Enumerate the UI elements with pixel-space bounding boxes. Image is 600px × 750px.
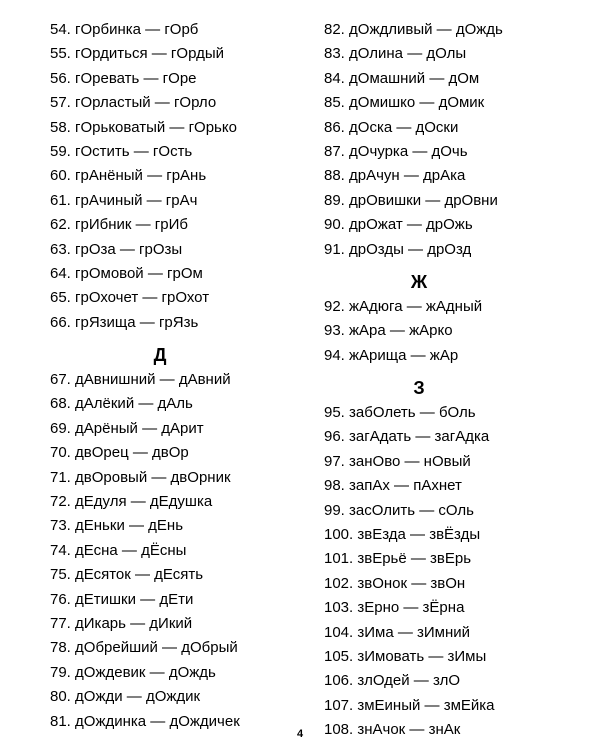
word-pair-entry: 91. дрОзды — дрОзд <box>324 240 472 258</box>
word-pair-entry: 80. дОжди — дОждик <box>50 688 201 706</box>
word-pair-entry: 65. грОхочет — грОхот <box>50 289 210 307</box>
right-column <box>324 18 590 743</box>
word-pair-entry: 92. жАдюга — жАдный <box>324 297 483 315</box>
word-pair-entry: 73. дЕньки — дЕнь <box>50 517 184 535</box>
word-pair-entry: 76. дЕтишки — дЕти <box>50 590 194 608</box>
word-pair-entry: 103. зЕрно — зЁрна <box>324 599 465 617</box>
word-pair-entry: 106. злОдей — злО <box>324 672 461 690</box>
word-pair-entry: 62. грИбник — грИб <box>50 216 188 234</box>
word-pair-entry: 98. запАх — пАхнет <box>324 477 462 495</box>
word-pair-entry: 96. загАдать — загАдка <box>324 428 490 446</box>
word-pair-entry: 87. дОчурка — дОчь <box>324 142 468 160</box>
section-letter: Д <box>153 345 167 366</box>
word-pair-entry: 99. засОлить — сОль <box>324 501 474 519</box>
word-pair-entry: 63. грОза — грОзы <box>50 240 183 258</box>
word-pair-entry: 85. дОмишко — дОмик <box>324 94 485 112</box>
word-pair-entry: 81. дОждинка — дОждичек <box>50 712 240 730</box>
word-pair-entry: 107. змЕиный — змЕйка <box>324 696 495 714</box>
word-pair-entry: 60. грАнёный — грАнь <box>50 167 207 185</box>
word-pair-entry: 56. гОревать — гОре <box>50 69 197 87</box>
word-pair-entry: 97. занОво — нОвый <box>324 452 471 470</box>
word-pair-entry: 64. грОмовой — грОм <box>50 264 203 282</box>
word-pair-entry: 104. зИма — зИмний <box>324 623 471 641</box>
word-pair-entry: 108. знАчок — знАк <box>324 721 461 739</box>
word-pair-entry: 100. звЕзда — звЁзды <box>324 526 481 544</box>
word-pair-entry: 70. двОрец — двОр <box>50 444 189 462</box>
word-pair-entry: 77. дИкарь — дИкий <box>50 614 193 632</box>
word-pair-entry: 57. гОрластый — гОрло <box>50 94 217 112</box>
word-pair-entry: 89. дрОвишки — дрОвни <box>324 191 498 209</box>
word-pair-entry: 83. дОлина — дОлы <box>324 45 467 63</box>
word-pair-entry: 54. гОрбинка — гОрб <box>50 21 199 38</box>
word-pair-entry: 72. дЕдуля — дЕдушка <box>50 493 213 511</box>
left-column <box>50 18 315 734</box>
word-pair-entry: 90. дрОжат — дрОжь <box>324 216 473 234</box>
word-pair-entry: 74. дЕсна — дЁсны <box>50 541 187 559</box>
word-pair-entry: 82. дОждливый — дОждь <box>324 21 503 38</box>
word-pair-entry: 95. забОлеть — бОль <box>324 404 476 422</box>
word-pair-entry: 58. гОрьковатый — гОрько <box>50 118 237 136</box>
word-pair-entry: 55. гОрдиться — гОрдый <box>50 45 224 63</box>
word-pair-entry: 67. дАвнишний — дАвний <box>50 371 231 389</box>
word-pair-entry: 84. дОмашний — дОм <box>324 69 480 87</box>
word-pair-entry: 102. звОнок — звОн <box>324 574 466 592</box>
word-pair-entry: 88. дрАчун — дрАка <box>324 167 466 185</box>
word-pair-entry: 59. гОстить — гОсть <box>50 142 193 160</box>
word-pair-entry: 69. дАрёный — дАрит <box>50 419 204 437</box>
word-pair-entry: 94. жАрища — жАр <box>324 346 459 364</box>
word-pair-entry: 68. дАлёкий — дАль <box>50 395 193 413</box>
word-pair-entry: 78. дОбрейший — дОбрый <box>50 639 238 657</box>
word-pair-entry: 93. жАра — жАрко <box>324 322 453 340</box>
word-pair-entry: 79. дОждевик — дОждь <box>50 663 216 681</box>
word-pair-entry: 86. дОска — дОски <box>324 118 459 136</box>
section-letter: З <box>413 378 425 399</box>
section-letter: Ж <box>410 271 428 292</box>
word-pair-entry: 71. двОровый — двОрник <box>50 468 231 486</box>
word-pair-entry: 75. дЕсяток — дЕсять <box>50 566 204 584</box>
word-pair-entry: 101. звЕрьё — звЕрь <box>324 550 472 568</box>
word-pair-entry: 66. грЯзища — грЯзь <box>50 313 199 331</box>
word-pair-entry: 61. грАчиный — грАч <box>50 191 198 209</box>
page-number: 4 <box>296 728 304 740</box>
word-pair-entry: 105. зИмовать — зИмы <box>324 647 487 665</box>
